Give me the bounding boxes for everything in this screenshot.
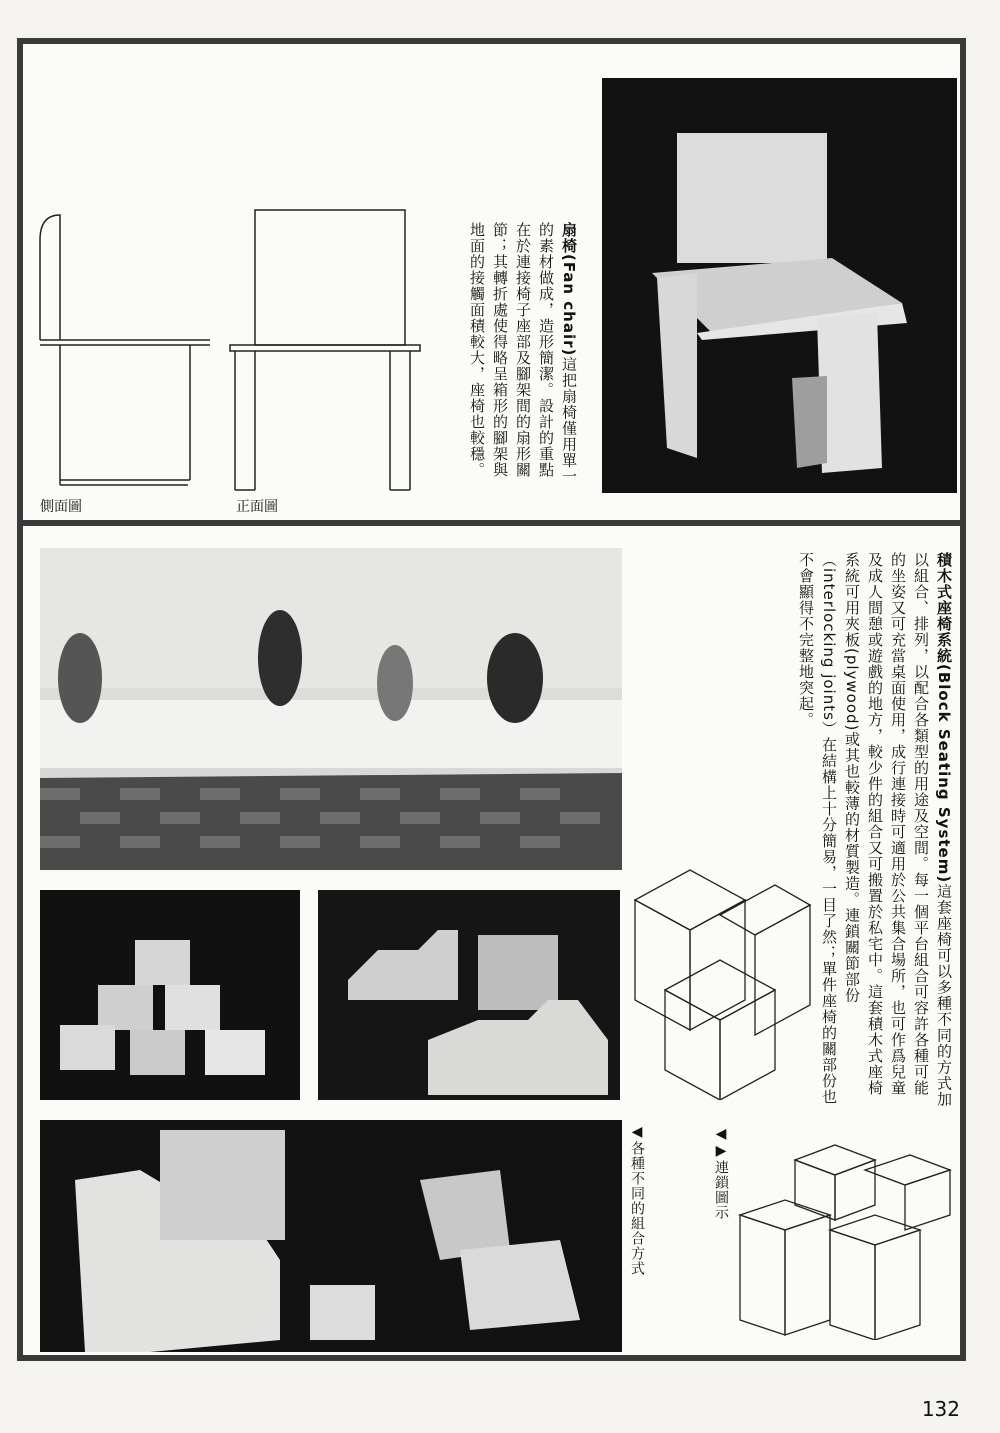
interlock-diagram-bottom [735,1140,955,1340]
page-number: 132 [921,1397,960,1421]
stacked-blocks-photo [40,890,300,1100]
interlock-caption: ◀▶連鎖圖示 [713,1126,729,1220]
combinations-caption: ◀各種不同的組合方式 [629,1124,645,1276]
fan-chair-title: 扇椅(Fan chair) [560,222,578,357]
side-view-label: 側面圖 [40,499,82,515]
fan-chair-text [430,222,580,492]
step-blocks-photo [318,890,620,1100]
section-divider [17,520,966,526]
fan-chair-front-elevation [225,205,425,500]
block-seating-photo [40,548,622,870]
fan-chair-side-elevation [30,200,220,500]
front-view-label: 正面圖 [236,499,278,515]
block-seating-body: 這套座椅可以多種不同的方式加以組合、排列，以配合各類型的用途及空間。每一個平台組合可容許各種可能的坐姿又可充當桌面使用，成行連接時可適用於公共集合場所，也可作爲兒童及成人間憩或遊戲的地方，較少件的組合又可搬置於私宅中。這套積木式座椅系統可用夾板(plywood)或其也較薄的材質製造。連鎖關節部份（interlocking joints）在結構上十分簡易，一目了然；單件座椅的關部份也不會顯得不完整地突起。 [797,552,953,1108]
fan-chair-photo [602,78,957,493]
block-combinations-photo [40,1120,622,1352]
fan-chair-body: 這把扇椅僅用單一的素材做成，造形簡潔。設計的重點在於連接椅子座部及腳架間的扇形關節；其轉折處使得略呈箱形的腳架與地面的接觸面積較大，座椅也較穩。 [468,222,578,485]
block-seating-title: 積木式座椅系統(Block Seating System) [935,552,953,884]
interlock-diagram-top [630,860,815,1100]
